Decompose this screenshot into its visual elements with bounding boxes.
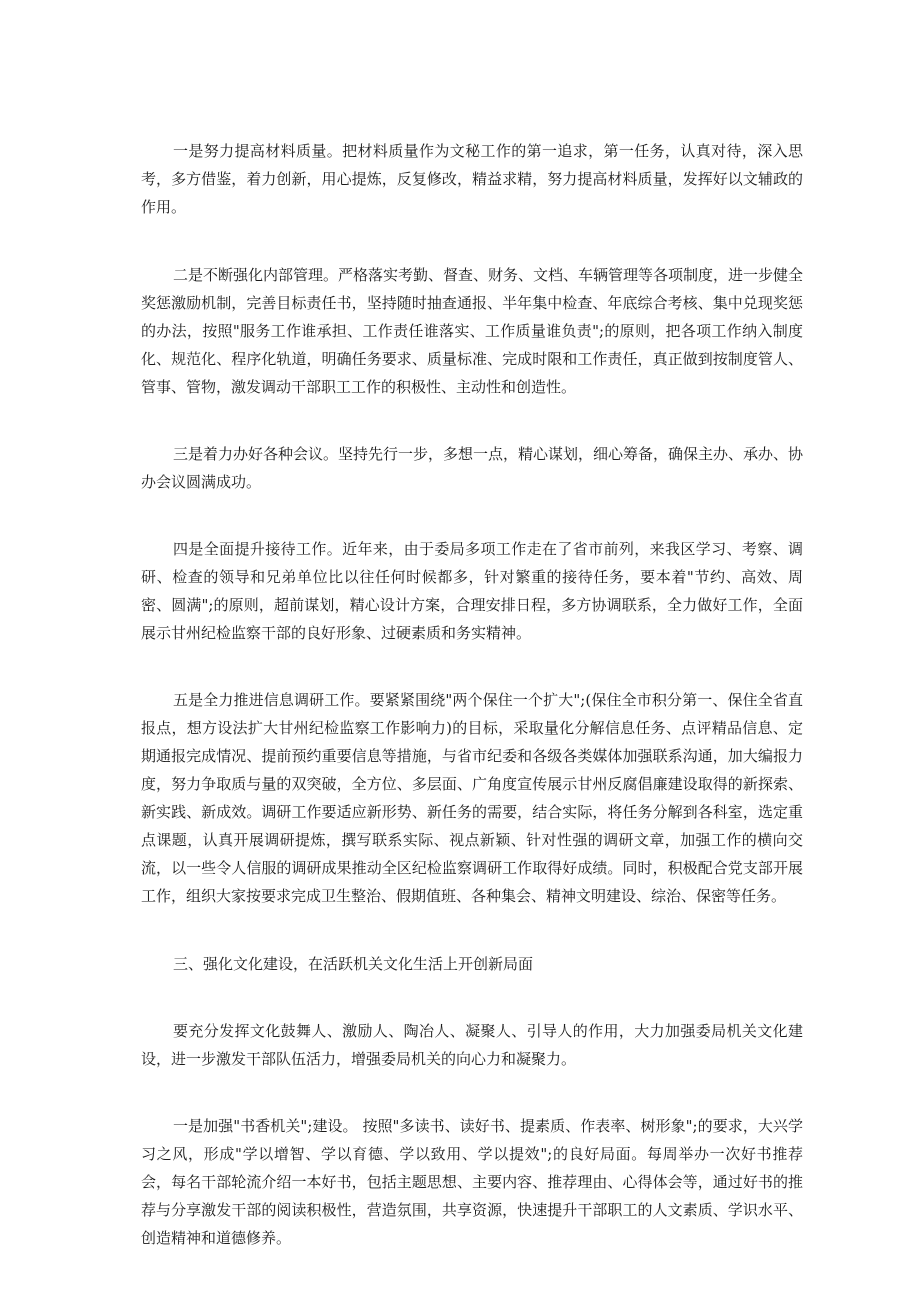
paragraph-information-research: 五是全力推进信息调研工作。要紧紧围绕"两个保住一个扩大";(保住全市积分第一、保住全省直报点，想方设法扩大甘州纪检监察工作影响力)的目标，采取量化分解信息任务、点评精品信息、定期通报完成情况、提前预约重要信息等措施，与省市纪委和各级各类媒体加强联系沟通，加大编报力度，努力争取质与量的双突破，全方位、多层面、广角度宣传展示甘州反腐倡廉建设取得的新探索、新实践、新成效。调研工作要适应新形势、新任务的需要，结合实际，将任务分解到各科室，选定重点课题，认真开展调研提炼，撰写联系实际、视点新颖、针对性强的调研文章，加强工作的横向交流，以一些令人信服的调研成果推动全区纪检监察调研工作取得好成绩。同时，积极配合党支部开展工作，组织大家按要求完成卫生整治、假期值班、各种集会、精神文明建设、综治、保密等任务。 [141, 691, 803, 905]
paragraph-book-agency: 一是加强"书香机关";建设。 按照"多读书、读好书、提素质、作表率、树形象";的要求，大兴学习之风，形成"学以增智、学以育德、学以致用、学以提效";的良好局面。每周举办一次好书推荐会，每名干部轮流介绍一本好书，包括主题思想、主要内容、推荐理由、心得体会等，通过好书的推荐与分享激发干部的阅读积极性，营造氛围，共享资源，快速提升干部职工的人文素质、学识水平、创造精神和道德修养。 [141, 1117, 803, 1247]
paragraph-internal-management: 二是不断强化内部管理。严格落实考勤、督查、财务、文档、车辆管理等各项制度，进一步健全奖惩激励机制，完善目标责任书，坚持随时抽查通报、半年集中检查、年底综合考核、集中兑现奖惩的办法，按照"服务工作谁承担、工作责任谁落实、工作质量谁负责";的原则，把各项工作纳入制度化、规范化、程序化轨道，明确任务要求、质量标准、完成时限和工作责任，真正做到按制度管人、管事、管物，激发调动干部职工工作的积极性、主动性和创造性。 [141, 266, 804, 396]
section-heading: 三、强化文化建设，在活跃机关文化生活上开创新局面 [173, 955, 534, 973]
paragraph-culture-intro: 要充分发挥文化鼓舞人、激励人、陶冶人、凝聚人、引导人的作用，大力加强委局机关文化建设，进一步激发干部队伍活力，增强委局机关的向心力和凝聚力。 [141, 1022, 803, 1068]
paragraph-material-quality: 一是努力提高材料质量。把材料质量作为文秘工作的第一追求，第一任务，认真对待，深入思考，多方借鉴，着力创新，用心提炼，反复修改，精益求精，努力提高材料质量，发挥好以文辅政的作用。 [141, 142, 803, 216]
paragraph-meetings: 三是着力办好各种会议。坚持先行一步，多想一点，精心谋划，细心筹备，确保主办、承办、协办会议圆满成功。 [141, 445, 804, 491]
paragraph-reception: 四是全面提升接待工作。近年来，由于委局多项工作走在了省市前列，来我区学习、考察、调研、检查的领导和兄弟单位比以往任何时候都多，针对繁重的接待任务，要本着"节约、高效、周密、圆满";的原则，超前谋划，精心设计方案，合理安排日程，多方协调联系，全力做好工作，全面展示甘州纪检监察干部的良好形象、过硬素质和务实精神。 [141, 540, 803, 642]
document-page [141, 137, 803, 1252]
